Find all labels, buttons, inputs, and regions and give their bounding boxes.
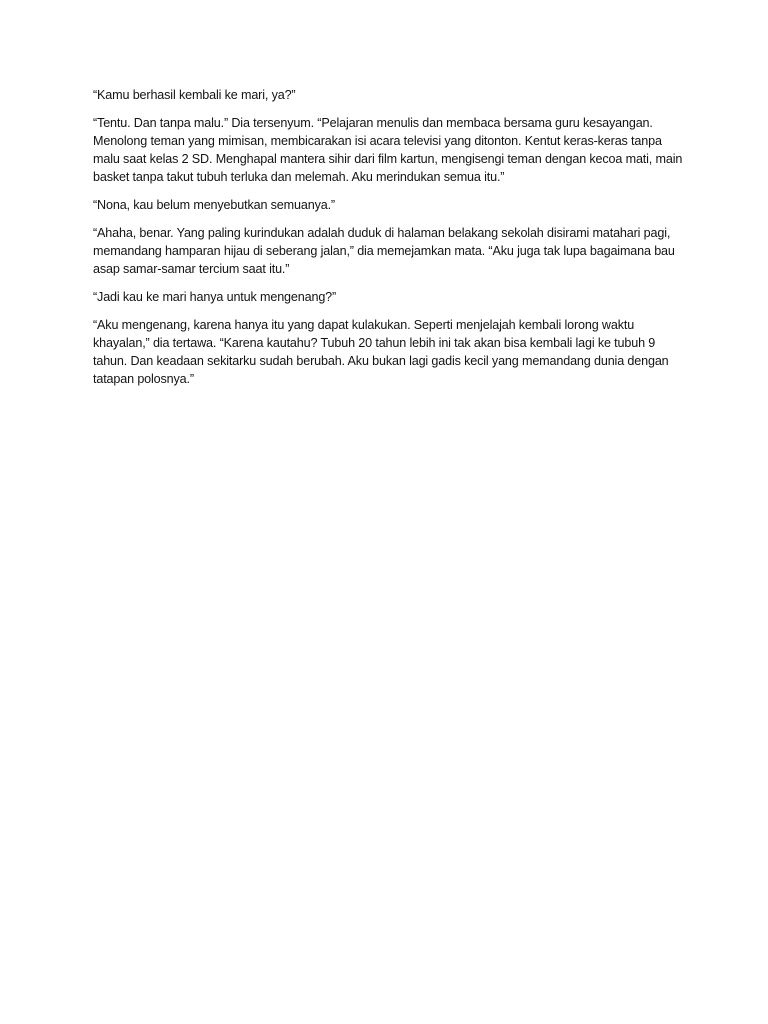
paragraph-1: “Kamu berhasil kembali ke mari, ya?” — [93, 88, 296, 102]
paragraph-2: “Tentu. Dan tanpa malu.” Dia tersenyum. “Pelajaran menulis dan membaca bersama guru kesayangan. Menolong teman yang mimisan, membicarakan isi acara televisi yang ditonton. Kentut keras-keras tanpa malu saat kelas 2 SD. Menghapal mantera sihir dari film kartun, mengisengi teman dengan kecoa mati, main basket tanpa takut tubuh terluka dan melemah. Aku merindukan semua itu.” — [93, 116, 683, 184]
paragraph-4: “Ahaha, benar. Yang paling kurindukan adalah duduk di halaman belakang sekolah disirami matahari pagi, memandang hamparan hijau di seberang jalan,” dia memejamkan mata. “Aku juga tak lupa bagaimana bau asap samar-samar tercium saat itu.” — [93, 226, 675, 276]
paragraph-6: “Aku mengenang, karena hanya itu yang dapat kulakukan. Seperti menjelajah kembali lorong waktu khayalan,” dia tertawa. “Karena kautahu? Tubuh 20 tahun lebih ini tak akan bisa kembali lagi ke tubuh 9 tahun. Dan keadaan sekitarku sudah berubah. Aku bukan lagi gadis kecil yang memandang dunia dengan tatapan polosnya.” — [93, 318, 669, 386]
paragraph-5: “Jadi kau ke mari hanya untuk mengenang?” — [93, 290, 337, 304]
document-body — [93, 86, 683, 398]
paragraph-3: “Nona, kau belum menyebutkan semuanya.” — [93, 198, 335, 212]
